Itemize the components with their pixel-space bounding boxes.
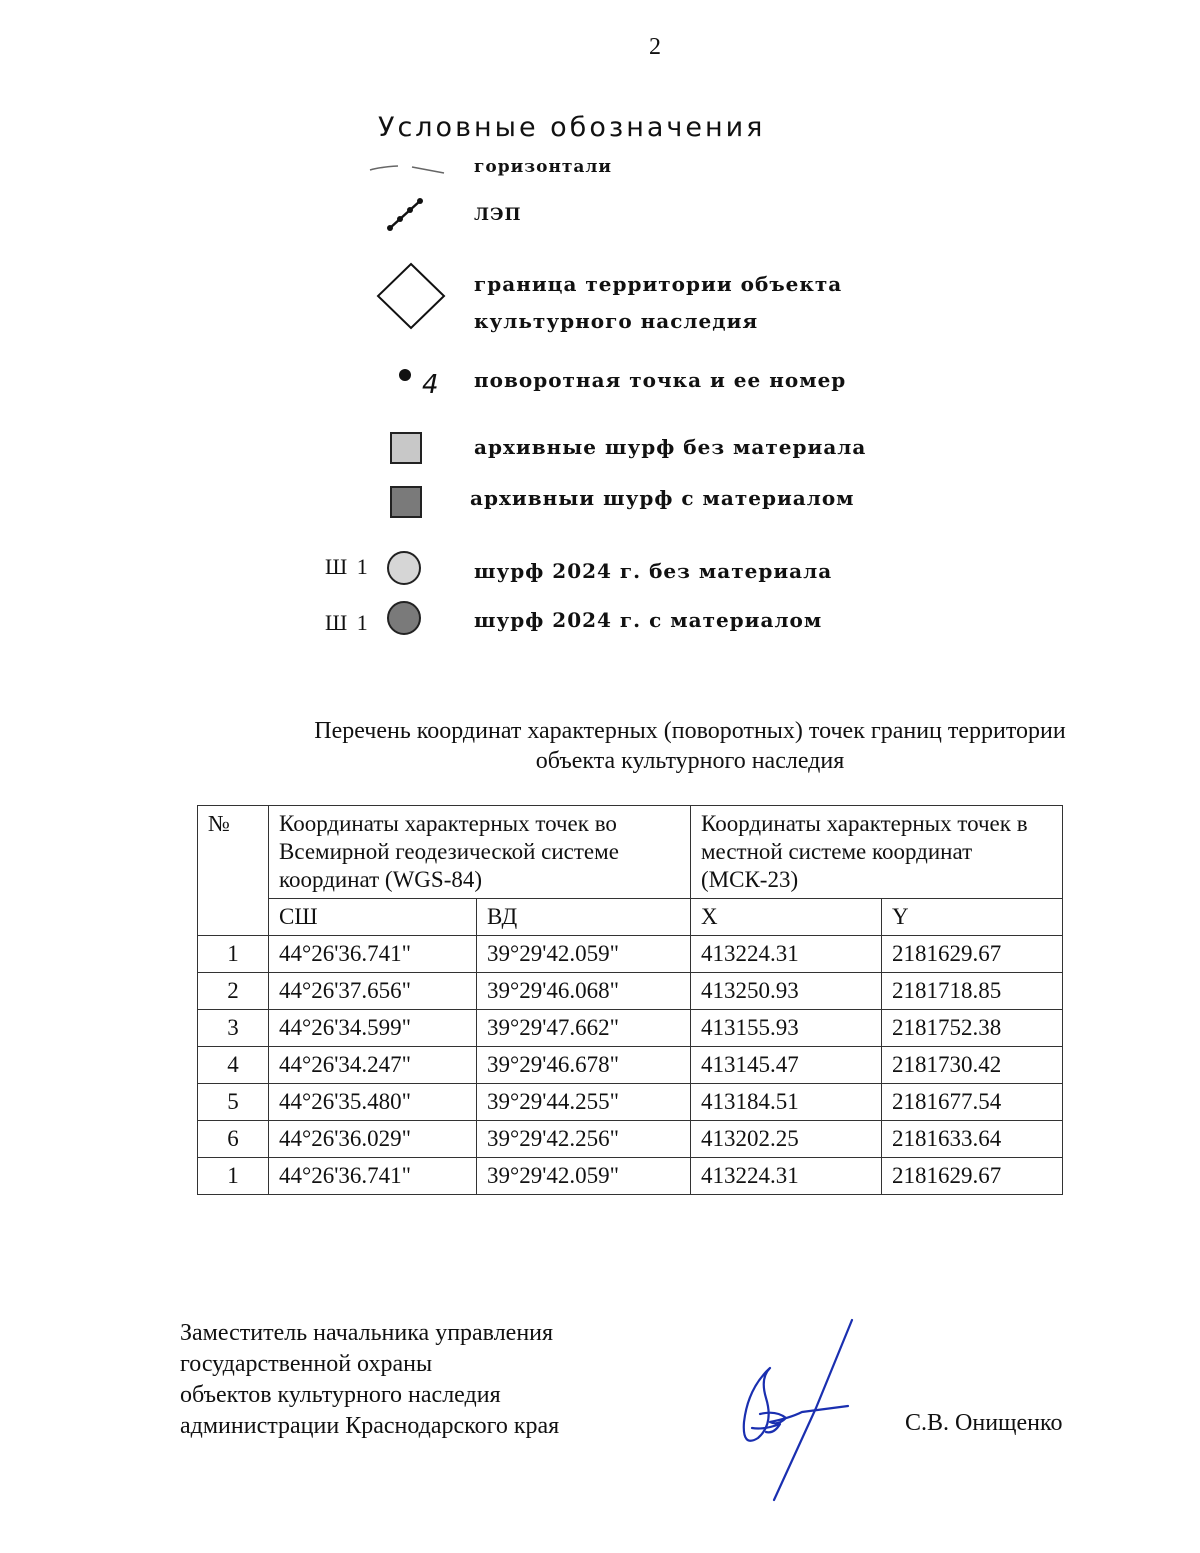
longitude-cell: 39°29'46.678" [477, 1047, 691, 1084]
legend-label: шурф 2024 г. с материалом [474, 608, 823, 632]
coordinates-body [198, 936, 1063, 1195]
table-row [198, 1121, 1063, 1158]
y-cell: 2181752.38 [882, 1010, 1063, 1047]
dark-square-icon [390, 486, 422, 518]
pit-code: Ш 1 [325, 610, 370, 635]
pit-code: Ш 1 [325, 554, 370, 579]
latitude-cell: 44°26'36.029" [269, 1121, 477, 1158]
page-number: 2 [649, 34, 661, 60]
longitude-cell: 39°29'47.662" [477, 1010, 691, 1047]
x-cell: 413145.47 [691, 1047, 882, 1084]
table-row [198, 1158, 1063, 1195]
boundary-diamond-icon [374, 260, 448, 332]
latitude-cell: 44°26'34.247" [269, 1047, 477, 1084]
y-cell: 2181677.54 [882, 1084, 1063, 1121]
row-number: 4 [198, 1047, 269, 1084]
caption-line: Перечень координат характерных (поворотных) точек границ территории [314, 718, 1066, 744]
x-cell: 413224.31 [691, 936, 882, 973]
light-square-icon [390, 432, 422, 464]
x-cell: 413184.51 [691, 1084, 882, 1121]
light-circle-icon [384, 550, 426, 590]
coordinates-table [197, 805, 1063, 1195]
x-cell: 413202.25 [691, 1121, 882, 1158]
table-row [198, 1084, 1063, 1121]
subheader-lat: СШ [269, 899, 477, 936]
header-number: № [198, 806, 269, 936]
legend-label: архивные шурф без материала [474, 435, 867, 459]
legend-label: горизонтали [474, 157, 613, 177]
subheader-lon: ВД [477, 899, 691, 936]
latitude-cell: 44°26'34.599" [269, 1010, 477, 1047]
legend-item-archive-pit-material [0, 484, 1200, 544]
caption-line: объекта культурного наследия [535, 748, 845, 774]
header-wgs: Координаты характерных точек во Всемирной геодезической системе координат (WGS-84) [269, 806, 691, 899]
longitude-cell: 39°29'46.068" [477, 973, 691, 1010]
y-cell: 2181629.67 [882, 936, 1063, 973]
longitude-cell: 39°29'42.059" [477, 936, 691, 973]
table-caption [190, 716, 1190, 776]
row-number: 6 [198, 1121, 269, 1158]
legend-title: Условные обозначения [378, 112, 766, 143]
x-cell: 413250.93 [691, 973, 882, 1010]
y-cell: 2181730.42 [882, 1047, 1063, 1084]
latitude-cell: 44°26'35.480" [269, 1084, 477, 1121]
latitude-cell: 44°26'36.741" [269, 936, 477, 973]
legend-item-archive-pit-empty [0, 430, 1200, 490]
row-number: 5 [198, 1084, 269, 1121]
x-cell: 413224.31 [691, 1158, 882, 1195]
signer-line: государственной охраны [180, 1351, 433, 1377]
signer-line: администрации Краснодарского края [180, 1413, 560, 1439]
legend-item-turning-point [0, 362, 1200, 422]
subheader-x: X [691, 899, 882, 936]
legend-item-power-line [0, 195, 1200, 255]
latitude-cell: 44°26'37.656" [269, 973, 477, 1010]
legend-label: архивныи шурф с материалом [470, 486, 855, 510]
signer-line: Заместитель начальника управления [180, 1320, 554, 1346]
dark-circle-icon [384, 600, 426, 640]
row-number: 1 [198, 936, 269, 973]
y-cell: 2181718.85 [882, 973, 1063, 1010]
x-cell: 413155.93 [691, 1010, 882, 1047]
y-cell: 2181629.67 [882, 1158, 1063, 1195]
power-line-icon [384, 195, 426, 235]
latitude-cell: 44°26'36.741" [269, 1158, 477, 1195]
legend-item-pit-2024-material [0, 600, 1200, 660]
row-number: 2 [198, 973, 269, 1010]
subheader-y: Y [882, 899, 1063, 936]
longitude-cell: 39°29'42.059" [477, 1158, 691, 1195]
signer-name: С.В. Онищенко [905, 1410, 1063, 1436]
row-number: 1 [198, 1158, 269, 1195]
legend-label: ЛЭП [474, 205, 522, 225]
header-msk: Координаты характерных точек в местной системе координат (МСК-23) [691, 806, 1063, 899]
signer-position [180, 1318, 559, 1442]
legend-item-boundary [0, 260, 1200, 340]
contour-line-icon [368, 158, 448, 178]
longitude-cell: 39°29'44.255" [477, 1084, 691, 1121]
turning-point-number: 4 [422, 370, 439, 400]
longitude-cell: 39°29'42.256" [477, 1121, 691, 1158]
row-number: 3 [198, 1010, 269, 1047]
table-row [198, 1047, 1063, 1084]
table-row [198, 973, 1063, 1010]
signer-line: объектов культурного наследия [180, 1382, 501, 1408]
handwritten-signature [730, 1318, 870, 1508]
table-row [198, 936, 1063, 973]
legend-label: граница территории объекта культурного наследия [474, 272, 843, 333]
legend-label: поворотная точка и ее номер [474, 368, 847, 392]
y-cell: 2181633.64 [882, 1121, 1063, 1158]
legend-label: шурф 2024 г. без материала [474, 559, 833, 583]
table-row [198, 1010, 1063, 1047]
